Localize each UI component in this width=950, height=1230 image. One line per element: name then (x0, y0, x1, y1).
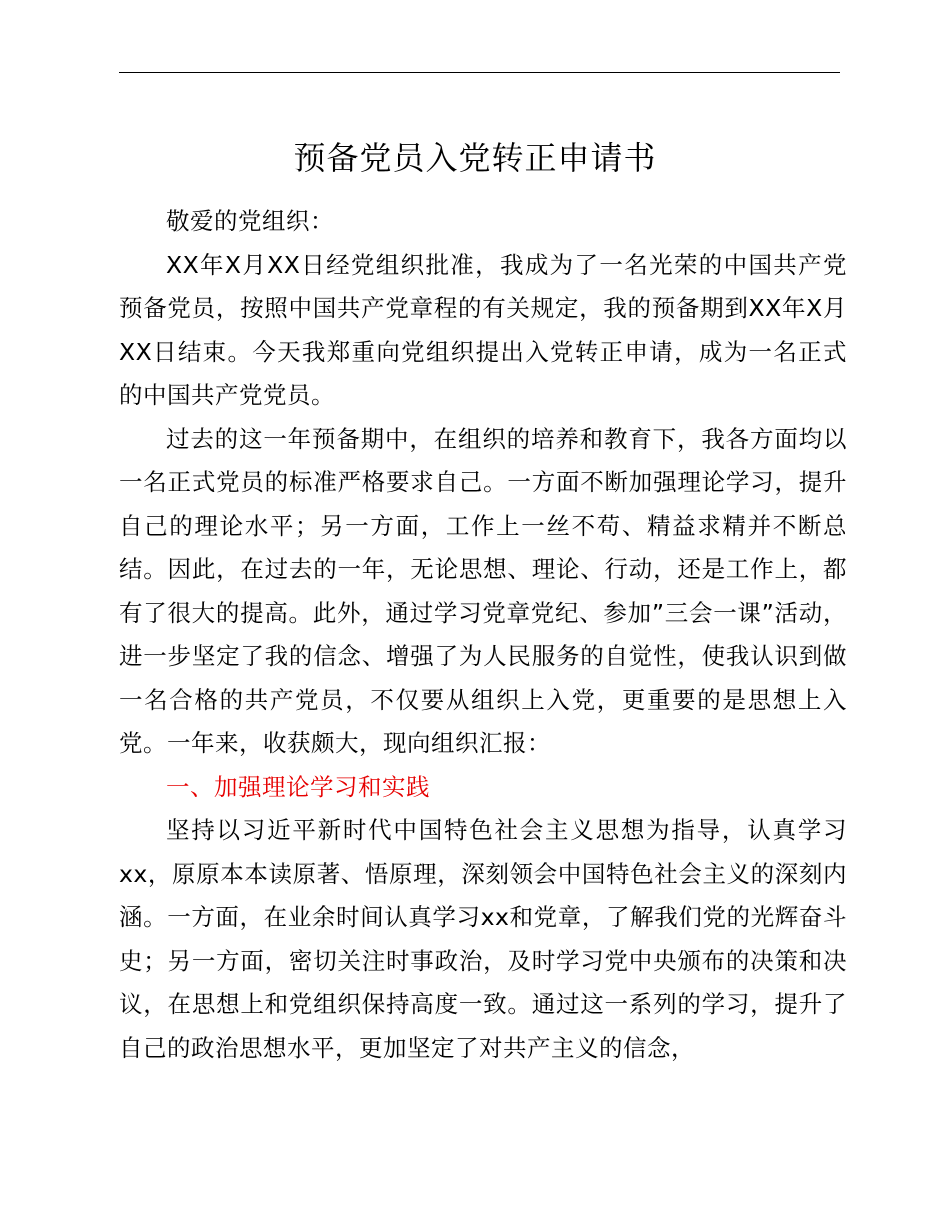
section-heading: 一、加强理论学习和实践 (166, 772, 430, 801)
document-title: 预备党员入党转正申请书 (293, 139, 657, 177)
header-rule (119, 72, 840, 73)
salutation: 敬爱的党组织： (166, 207, 334, 235)
body-paragraph-2: 过去的这一年预备期中，在组织的培养和教育下，我各方面均以一名正式党员的标准严格要求自己。一方面不断加强理论学习，提升自己的理论水平；另一方面，工作上一丝不苟、精益求精并不断总结。因此，在过去的一年，无论思想、理论、行动，还是工作上，都有了很大的提高。此外，通过学习党章党纪、参加”三会一课”活动，进一步坚定了我的信念、增强了为人民服务的自觉性，使我认识到做一名合格的共产党员，不仅要从组织上入党，更重要的是思想上入党。一年来，收获颇大，现向组织汇报： (119, 424, 847, 757)
document-body (119, 200, 847, 1070)
body-paragraph-1: XX年X月XX日经党组织批准，我成为了一名光荣的中国共产党预备党员，按照中国共产党章程的有关规定，我的预备期到XX年X月XX日结束。今天我郑重向党组织提出入党转正申请，成为一名正式的中国共产党党员。 (119, 250, 847, 409)
section-paragraph: 坚持以习近平新时代中国特色社会主义思想为指导，认真学习xx，原原本本读原著、悟原理，深刻领会中国特色社会主义的深刻内涵。一方面，在业余时间认真学习xx和党章，了解我们党的光辉奋斗史；另一方面，密切关注时事政治，及时学习党中央颁布的决策和决议，在思想上和党组织保持高度一致。通过这一系列的学习，提升了自己的政治思想水平，更加坚定了对共产主义的信念， (119, 816, 847, 1062)
